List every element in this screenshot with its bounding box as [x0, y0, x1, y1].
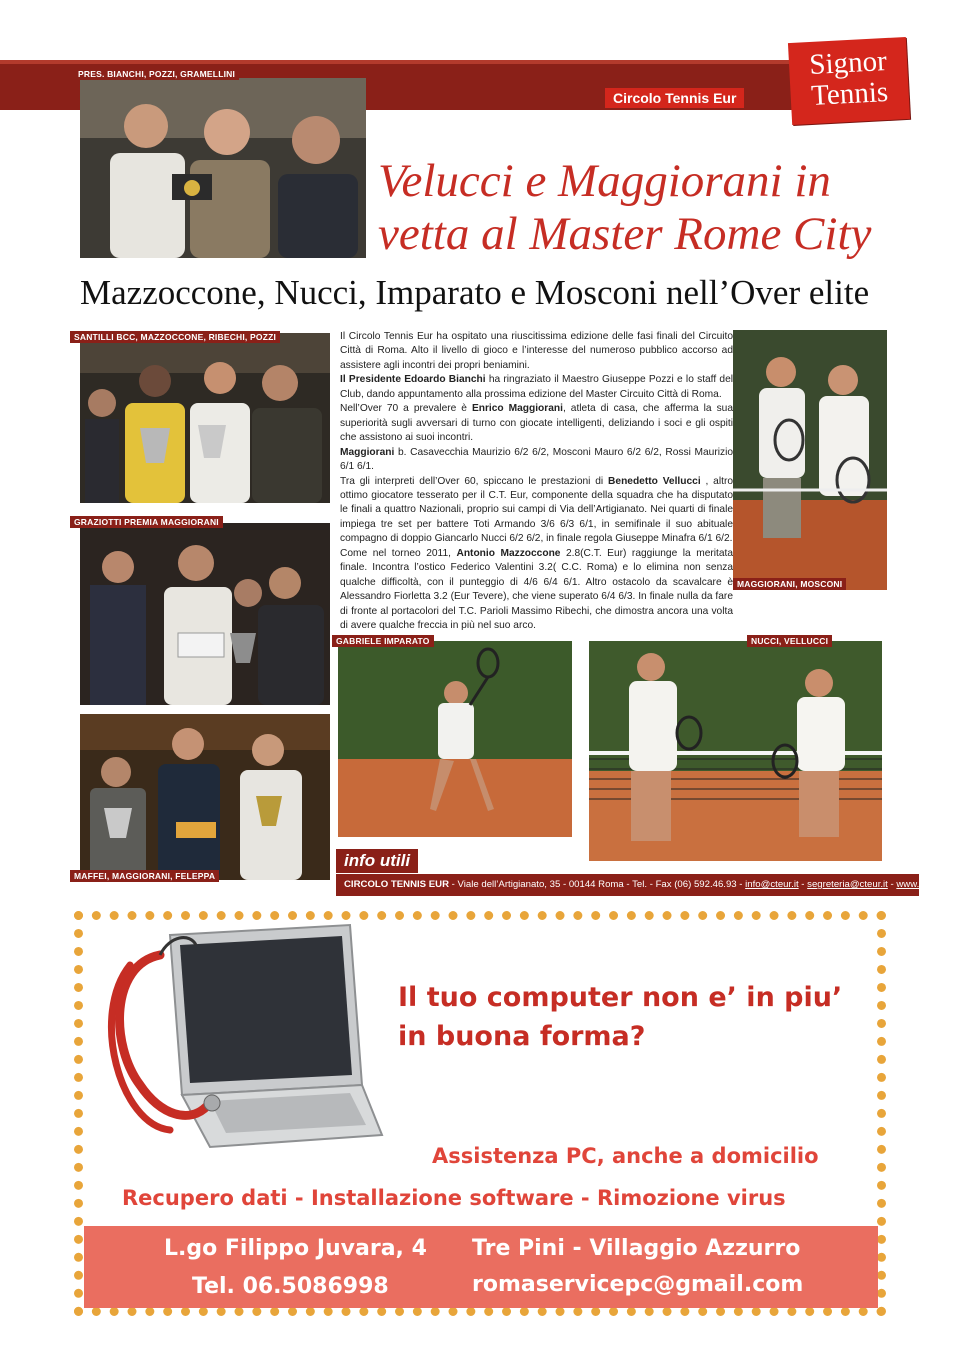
photo-nucci-vellucci	[589, 636, 882, 861]
body-p4-rest: b. Casavecchia Maurizio 6/2 6/2, Mosconi Mauro 6/2 6/2, Rossi Maurizio 6/1 6/1.	[340, 446, 733, 473]
caption-photo3: GRAZIOTTI PREMIA MAGGIORANI	[70, 516, 223, 528]
caption-photo5: MAGGIORANI, MOSCONI	[733, 578, 846, 590]
body-p5-rest: , altro ottimo giocatore tesserato per il C.T. Eur, componente della squadra che ha disputato le finali a quattro Nazionali, proprio sui campi di Via dell’Artigianato. Nei quarti di finale impiega tre set per battere Toti Armando 3/6 6/3 6/1, in semifinale il suo abituale compagno di doppio Giancarlo Nucci 6/2 6/2, in finale regola Giuseppe Minafra 6/1 6/2.	[340, 475, 733, 545]
ad-headline-line-2: in buona forma?	[398, 1021, 646, 1052]
body-p2-bold: Il Presidente Edoardo Bianchi	[340, 374, 486, 386]
info-email-link[interactable]: info@cteur.it	[745, 879, 799, 890]
body-p6-bold: Antonio Mazzoccone	[456, 547, 561, 559]
body-p6-rest: 2.8(C.T. Eur) raggiunge la meritata finale. Incontra l’ostico Federico Valentini 3.2( C.C. Roma) e lo elimina non senza qualche difficoltà, con il punteggio di 4/6 6/4 6/1. Altro ostacolo da scavalcare è Alessandro Fiorletta 3.2 (Eur Tevere), che viene superato 6/4 6/3. In finale nulla da fare di fronte al portacolori del T.C. Parioli Massimo Ribechi, che dimostra ancora una volta di avere qualche freccia in più nel suo arco.	[340, 547, 734, 632]
body-p5-bold: Benedetto Vellucci	[608, 475, 701, 487]
ad-headline	[398, 978, 842, 1056]
ad-headline-line-1: Il tuo computer non e’ in piu’	[398, 982, 843, 1013]
article-headline	[378, 155, 918, 261]
caption-photo6: GABRIELE IMPARATO	[332, 635, 434, 647]
body-paragraph-5	[340, 475, 733, 547]
ad-service-list: Recupero dati - Installazione software - Rimozione virus	[122, 1186, 786, 1210]
ad-address: L.go Filippo Juvara, 4	[164, 1236, 427, 1261]
headline-line-1: Velucci e Maggiorani in	[378, 155, 831, 207]
info-club-name: CIRCOLO TENNIS EUR	[344, 879, 450, 890]
photo-presidents	[78, 69, 366, 258]
info-website-link[interactable]: www.cteur.it	[896, 879, 948, 890]
laptop-stethoscope-illustration	[100, 925, 390, 1165]
body-p4-bold: Maggiorani	[340, 446, 395, 458]
ad-area: Tre Pini - Villaggio Azzurro	[472, 1236, 801, 1261]
body-paragraph-2	[340, 373, 733, 402]
article-body	[340, 330, 733, 634]
header-band-stripe	[0, 60, 795, 64]
info-details: - Viale dell’Artigianato, 35 - 00144 Roma - Tel. - Fax (06) 592.46.93 -	[449, 879, 746, 890]
photo-maggiorani-illustration	[733, 330, 887, 590]
body-p3-bold: Enrico Maggiorani	[471, 403, 563, 415]
body-p3-rest: , atleta di casa, che afferma la sua superiorità sugli avversari di turno con giocate intelligenti, deliziando i soci e gli ospiti che assistono ai suoi incontri.	[340, 403, 733, 444]
info-sep-2: -	[887, 879, 897, 890]
info-bar	[336, 874, 948, 896]
section-tag: Circolo Tennis Eur	[605, 88, 744, 108]
body-p6-start: Come nel torneo 2011,	[340, 547, 457, 559]
photo-nucci-illustration	[589, 641, 882, 861]
body-paragraph-1: Il Circolo Tennis Eur ha ospitato una riuscitissima edizione delle fasi finali del Circuito Città di Roma. Alto il livello di gioco e l’interesse del numeroso pubblico accorso ad assistere agli incontri dei propri beniamini.	[340, 331, 733, 371]
photo-presidents-illustration	[80, 78, 366, 258]
body-p2-rest: ha ringraziato il Maestro Giuseppe Pozzi e lo staff del Club, dando appuntamento alla prossima edizione del Master Circuito Città di Roma.	[340, 374, 733, 400]
photo-maggiorani-mosconi	[733, 330, 887, 590]
logo-line-2: Tennis	[810, 75, 889, 112]
photo-imparato	[336, 636, 572, 837]
caption-photo2: SANTILLI BCC, MAZZOCCONE, RIBECHI, POZZI	[70, 331, 280, 343]
caption-photo7: NUCCI, VELLUCCI	[747, 635, 832, 647]
body-paragraph-4	[340, 446, 733, 475]
caption-photo1: PRES. BIANCHI, POZZI, GRAMELLINI	[74, 68, 239, 80]
ad-service-assistance: Assistenza PC, anche a domicilio	[432, 1144, 819, 1168]
caption-photo4: MAFFEI, MAGGIORANI, FELEPPA	[70, 870, 219, 882]
info-segreteria-link[interactable]: segreteria@cteur.it	[807, 879, 888, 890]
photo-graziotti-illustration	[80, 523, 330, 705]
ad-email[interactable]: romaservicepc@gmail.com	[472, 1272, 804, 1297]
magazine-logo	[788, 37, 910, 125]
logo-line-1: Signor	[808, 45, 888, 82]
photo-maffei-illustration	[80, 714, 330, 880]
body-p3-start: Nell’Over 70 a prevalere è	[340, 403, 472, 415]
body-paragraph-3	[340, 402, 733, 445]
photo-maffei	[74, 714, 330, 881]
ad-contact-footer	[84, 1226, 878, 1308]
body-p5-start: Tra gli interpreti dell’Over 60, spiccano le prestazioni di	[340, 475, 609, 487]
ad-phone[interactable]: Tel. 06.5086998	[192, 1274, 389, 1299]
photo-santilli	[74, 332, 330, 503]
body-paragraph-6	[340, 547, 733, 634]
photo-imparato-illustration	[338, 641, 572, 837]
info-title: info utili	[336, 849, 418, 873]
info-sep-1: -	[798, 879, 808, 890]
article-subheadline: Mazzoccone, Nucci, Imparato e Mosconi nell’Over elite	[80, 273, 870, 312]
headline-line-2: vetta al Master Rome City	[378, 208, 872, 260]
photo-santilli-illustration	[80, 333, 330, 503]
photo-graziotti	[74, 517, 330, 705]
